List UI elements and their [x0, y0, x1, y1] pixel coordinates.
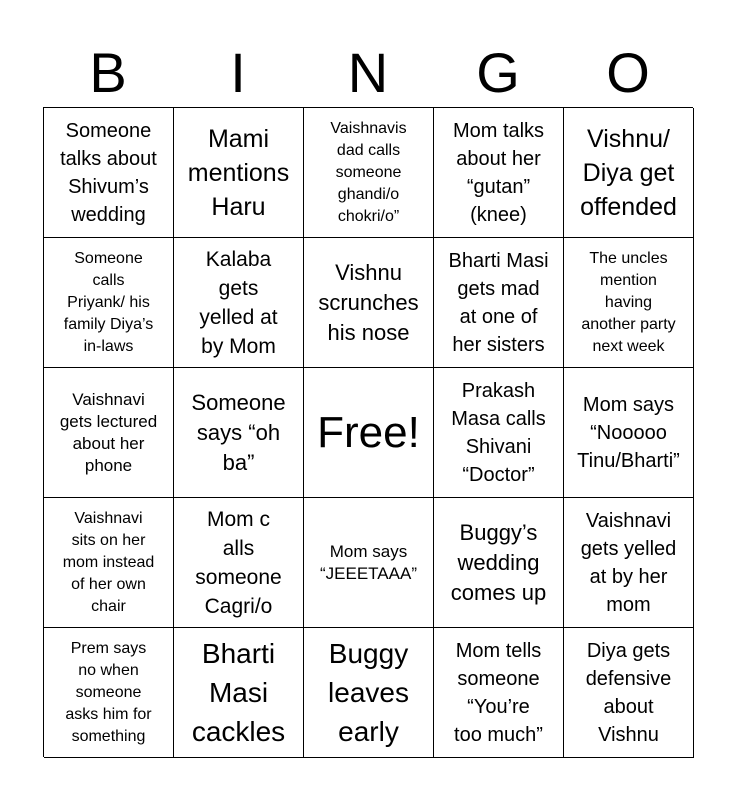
bingo-cell-r1c3[interactable] — [304, 108, 434, 238]
header-letter-g: G — [476, 41, 520, 104]
cell-text: Someone says “oh ba” — [191, 389, 286, 475]
bingo-cell-r2c1[interactable] — [44, 238, 174, 368]
cell-text: Mom talks about her “gutan” (knee) — [452, 119, 545, 226]
cell-text: The uncles mention having another party next week — [581, 249, 676, 355]
header-letter-n: N — [347, 41, 389, 104]
bingo-cell-r4c1[interactable] — [44, 498, 174, 628]
bingo-cell-r3c5[interactable] — [564, 368, 694, 498]
cell-text: Kalaba gets yelled at by Mom — [199, 247, 278, 358]
header-letter-b: B — [89, 41, 127, 104]
cell-text: Vishnu scrunches his nose — [318, 259, 419, 345]
cell-text: Someone talks about Shivum’s wedding — [60, 119, 157, 226]
header-letter-i: I — [230, 41, 246, 104]
bingo-cell-r4c4[interactable] — [434, 498, 564, 628]
bingo-cell-free[interactable] — [304, 368, 434, 498]
cell-text: Vaishnavis dad calls someone ghandi/o chokri/o” — [330, 119, 407, 225]
cell-text: Mom tells someone “You’re too much” — [454, 639, 543, 746]
bingo-cell-r5c2[interactable] — [174, 628, 304, 758]
bingo-cell-r1c4[interactable] — [434, 108, 564, 238]
bingo-cell-r2c4[interactable] — [434, 238, 564, 368]
cell-text: Mami mentions Haru — [187, 124, 290, 221]
cell-text: Diya gets defensive about Vishnu — [585, 639, 672, 746]
bingo-cell-r2c5[interactable] — [564, 238, 694, 368]
bingo-cell-r2c3[interactable] — [304, 238, 434, 368]
bingo-cell-r4c2[interactable] — [174, 498, 304, 628]
cell-text: Mom says “Nooooo Tinu/Bharti” — [577, 393, 680, 472]
cell-text: Prakash Masa calls Shivani “Doctor” — [451, 379, 546, 486]
bingo-cell-r1c1[interactable] — [44, 108, 174, 238]
bingo-cell-r2c2[interactable] — [174, 238, 304, 368]
cell-text: Prem says no when someone asks him for something — [65, 639, 152, 745]
bingo-cell-r5c1[interactable] — [44, 628, 174, 758]
cell-text: Bharti Masi gets mad at one of her sisters — [448, 249, 549, 356]
cell-text: Mom says “JEEETAAA” — [320, 541, 417, 583]
bingo-cell-r5c4[interactable] — [434, 628, 564, 758]
bingo-cell-r5c3[interactable] — [304, 628, 434, 758]
bingo-grid — [43, 107, 693, 757]
bingo-cell-r4c5[interactable] — [564, 498, 694, 628]
cell-text: Bharti Masi cackles — [191, 638, 286, 747]
cell-text: Vaishnavi gets lectured about her phone — [59, 389, 158, 475]
bingo-cell-r1c5[interactable] — [564, 108, 694, 238]
cell-text: Vishnu/ Diya get offended — [580, 124, 677, 221]
cell-text: Buggy leaves early — [328, 638, 409, 747]
cell-text: Vaishnavi sits on her mom instead of her own chair — [62, 509, 155, 615]
bingo-cell-r3c2[interactable] — [174, 368, 304, 498]
bingo-cell-r4c3[interactable] — [304, 498, 434, 628]
cell-text: Someone calls Priyank/ his family Diya’s in-laws — [63, 249, 154, 355]
bingo-header — [43, 38, 693, 108]
bingo-cell-r3c4[interactable] — [434, 368, 564, 498]
bingo-cell-r3c1[interactable] — [44, 368, 174, 498]
cell-text: Buggy’s wedding comes up — [450, 519, 547, 605]
cell-text: Mom c alls someone Cagri/o — [195, 507, 282, 618]
header-letter-o: O — [606, 41, 650, 104]
cell-text: Vaishnavi gets yelled at by her mom — [580, 509, 677, 616]
bingo-cell-r1c2[interactable] — [174, 108, 304, 238]
bingo-cell-r5c5[interactable] — [564, 628, 694, 758]
free-space-label: Free! — [317, 407, 420, 457]
